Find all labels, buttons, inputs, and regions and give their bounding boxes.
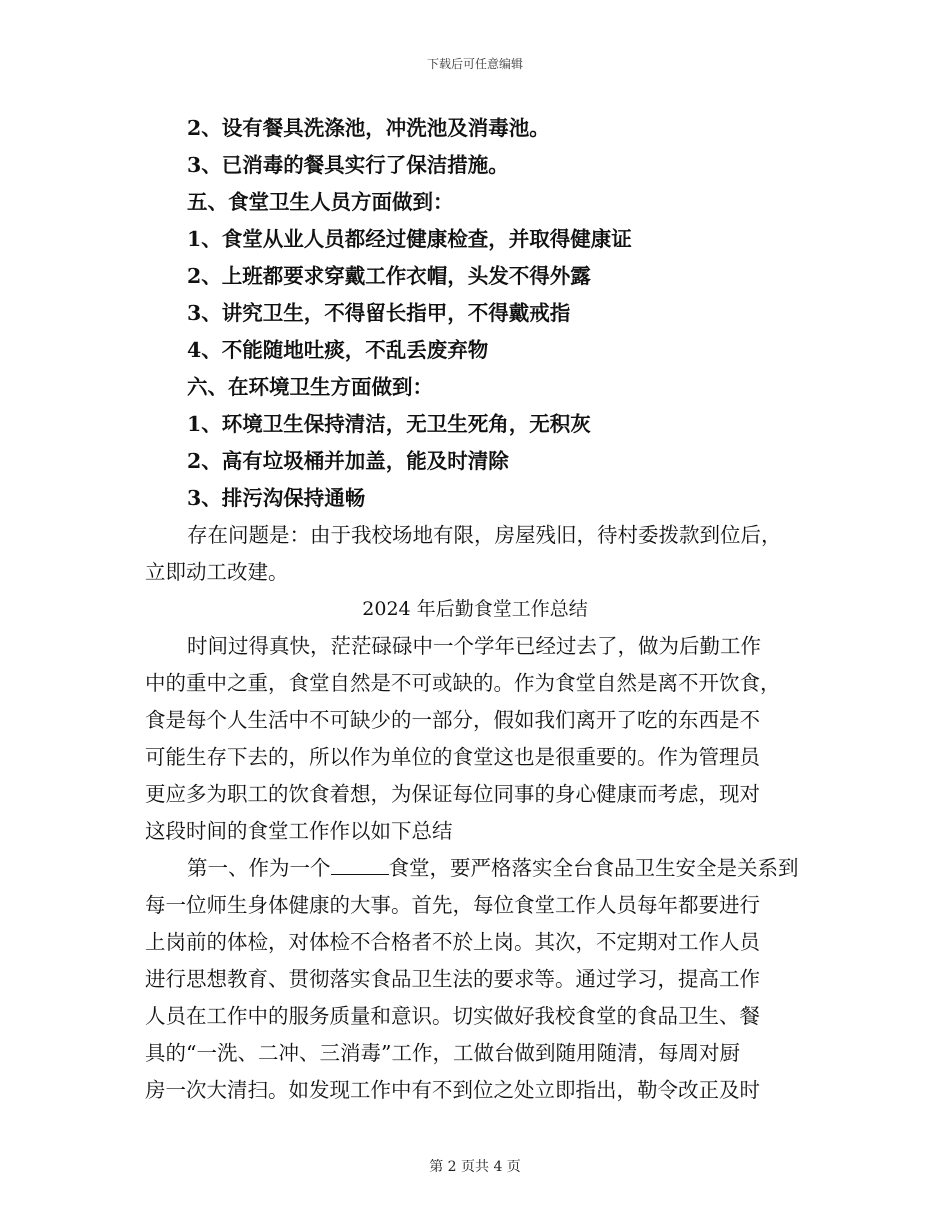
list-item: 2、上班都要求穿戴工作衣帽，头发不得外露 [187, 264, 591, 288]
list-item: 五、食堂卫生人员方面做到： [187, 190, 454, 214]
list-item: 2、设有餐具洗涤池，冲洗池及消毒池。 [187, 116, 550, 140]
paragraph-fragment: 食堂，要严格落实全台食品卫生安全是关系到 [388, 856, 799, 880]
list-item: 3、讲究卫生，不得留长指甲，不得戴戒指 [187, 301, 571, 325]
paragraph-line: 时间过得真快，茫茫碌碌中一个学年已经过去了，做为后勤工作 [187, 634, 761, 658]
paragraph-line: 进行思想教育、贯彻落实食品卫生法的要求等。通过学习，提高工作 [145, 967, 760, 991]
section-title: 2024 年后勤食堂工作总结 [362, 598, 588, 620]
list-item: 1、食堂从业人员都经过健康检查，并取得健康证 [187, 227, 632, 251]
paragraph-line: 可能生存下去的，所以作为单位的食堂这也是很重要的。作为管理员 [145, 745, 760, 769]
page-header: 下载后可任意编辑 [426, 57, 523, 71]
paragraph-line: 更应多为职工的饮食着想，为保证每位同事的身心健康而考虑，现对 [145, 782, 760, 806]
problem-text: 立即动工改建。 [145, 560, 289, 584]
blank-underline [331, 856, 389, 875]
list-item: 3、已消毒的餐具实行了保洁措施。 [187, 153, 509, 177]
list-item: 2、高有垃圾桶并加盖，能及时清除 [187, 449, 509, 473]
paragraph-line: 上岗前的体检，对体检不合格者不於上岗。其次，不定期对工作人员 [145, 930, 760, 954]
paragraph-line: 房一次大清扫。如发现工作中有不到位之处立即指出，勒令改正及时 [145, 1078, 760, 1102]
paragraph-line [187, 850, 799, 886]
paragraph-line: 食是每个人生活中不可缺少的一部分，假如我们离开了吃的东西是不 [145, 708, 760, 732]
list-item: 3、排污沟保持通畅 [187, 486, 366, 510]
paragraph-line: 具的“一洗、二冲、三消毒”工作，工做台做到随用随清，每周对厨 [145, 1041, 740, 1065]
paragraph-fragment: 第一、作为一个 [187, 856, 331, 880]
paragraph-line: 人员在工作中的服务质量和意识。切实做好我校食堂的食品卫生、餐 [145, 1004, 760, 1028]
page-footer: 第 2 页共 4 页 [429, 1159, 521, 1175]
list-item: 1、环境卫生保持清洁，无卫生死角，无积灰 [187, 412, 591, 436]
problem-text: 存在问题是：由于我校场地有限，房屋残旧，待村委拨款到位后， [187, 523, 782, 547]
list-item: 六、在环境卫生方面做到： [187, 375, 433, 399]
paragraph-line: 每一位师生身体健康的大事。首先，每位食堂工作人员每年都要进行 [145, 893, 760, 917]
paragraph-line: 这段时间的食堂工作作以如下总结 [145, 819, 453, 843]
paragraph-line: 中的重中之重，食堂自然是不可或缺的。作为食堂自然是离不开饮食， [145, 671, 781, 695]
list-item: 4、不能随地吐痰，不乱丢废弃物 [187, 338, 489, 362]
